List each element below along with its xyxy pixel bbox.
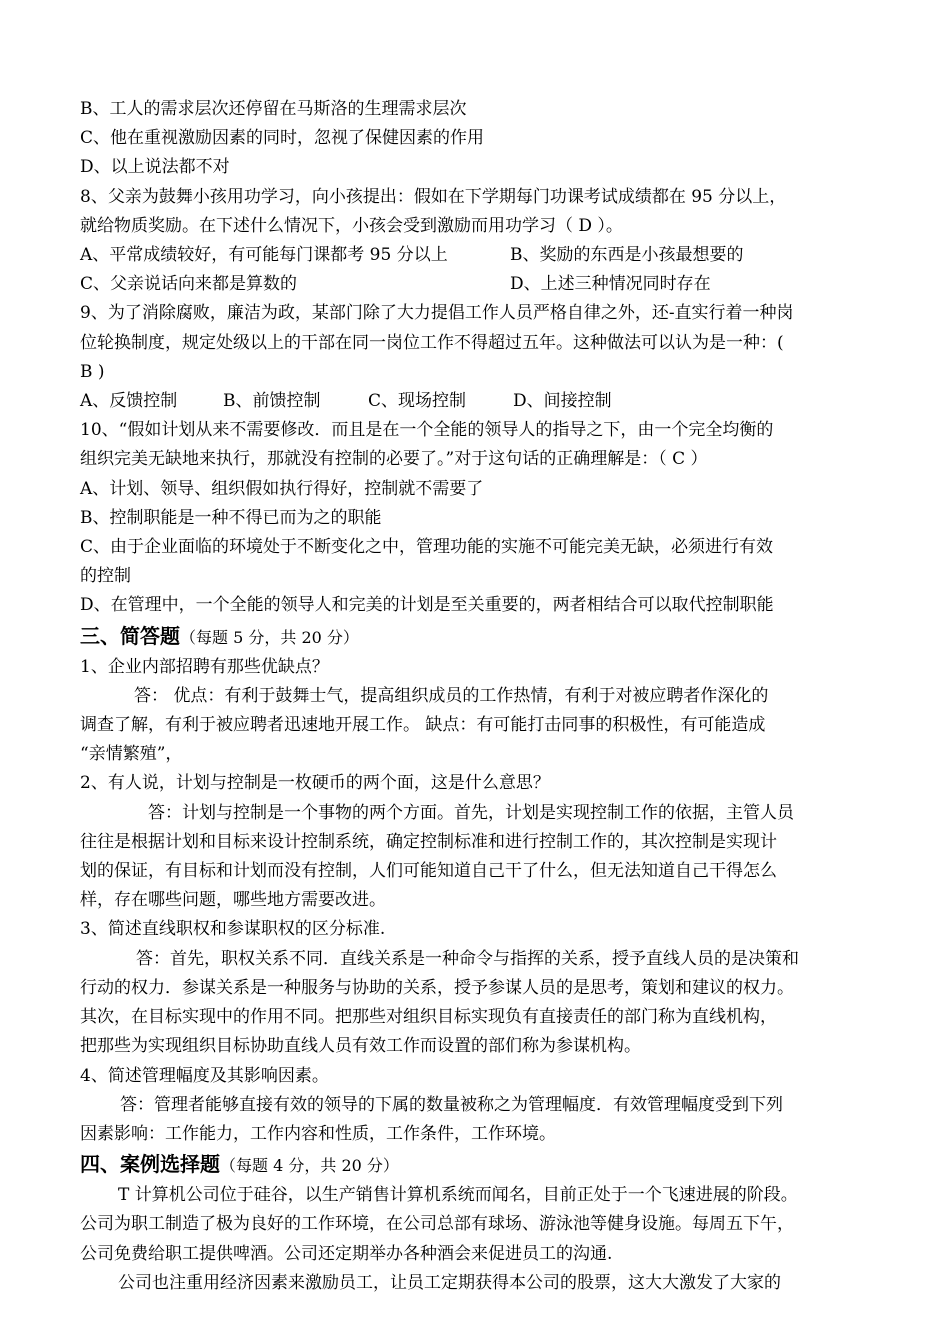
q8-stem-line-2: 就给物质奖励。在下述什么情况下，小孩会受到激励而用功学习（ D ）。 (80, 215, 623, 236)
s3-q2-answer-line-4: 样，存在哪些问题，哪些地方需要改进。 (80, 890, 386, 911)
q7-option-c: C、他在重视激励因素的同时，忽视了保健因素的作用 (80, 128, 485, 149)
s3-q3-answer-line-1: 答：首先，职权关系不同．直线关系是一种命令与指挥的关系，授予直线人员的是决策和 (136, 948, 799, 969)
q8-option-a: A、平常成绩较好，有可能每门课都考 95 分以上 (80, 245, 448, 266)
section-3-heading (80, 621, 880, 653)
s3-q2-question: 2、有人说，计划与控制是一枚硬币的两个面，这是什么意思？ (80, 773, 550, 794)
s3-q1-answer-line-1: 答： 优点：有利于鼓舞士气，提高组织成员的工作热情，有利于对被应聘者作深化的 (134, 685, 769, 706)
q9-stem-line-2: 位轮换制度，规定处级以上的干部在同一岗位工作不得超过五年。这种做法可以认为是一种：( (80, 332, 784, 353)
s4-para1-line-1: T 计算机公司位于硅谷，以生产销售计算机系统而闻名，目前正处于一个飞速进展的阶段。 (118, 1185, 798, 1206)
s3-q3-answer-line-4: 把那些为实现组织目标协助直线人员有效工作而设置的部们称为参谋机构。 (80, 1036, 641, 1057)
s3-q4-answer-line-1: 答：管理者能够直接有效的领导的下属的数量被称之为管理幅度．有效管理幅度受到下列 (120, 1094, 783, 1115)
s3-q4-answer-line-2: 因素影响：工作能力，工作内容和性质，工作条件，工作环境。 (80, 1123, 556, 1144)
q10-option-d: D、在管理中，一个全能的领导人和完美的计划是至关重要的，两者相结合可以取代控制职能 (80, 595, 774, 616)
q9-option-c: C、现场控制 (368, 391, 467, 412)
s4-para1-line-3: 公司免费给职工提供啤酒。公司还定期举办各种酒会来促进员工的沟通. (80, 1243, 613, 1264)
s3-q2-answer-line-3: 划的保证，有目标和计划而没有控制，人们可能知道自己干了什么，但无法知道自己干得怎么 (80, 861, 777, 882)
s3-q3-answer-line-2: 行动的权力．参谋关系是一种服务与协助的关系，授予参谋人员的是思考，策划和建议的权力。 (80, 977, 794, 998)
q8-stem-line-1: 8、父亲为鼓舞小孩用功学习，向小孩提出：假如在下学期每门功课考试成绩都在 95 分以上， (80, 186, 787, 207)
s3-q3-question: 3、简述直线职权和参谋职权的区分标准. (80, 919, 386, 940)
s3-q1-question: 1、企业内部招聘有那些优缺点？ (80, 656, 329, 677)
s3-q4-question: 4、简述管理幅度及其影响因素。 (80, 1065, 329, 1086)
document-page (80, 95, 880, 1298)
section-3-title: 三、简答题 (80, 623, 180, 648)
q8-option-b: B、奖励的东西是小孩最想要的 (510, 245, 744, 266)
q9-option-a: A、反馈控制 (80, 391, 178, 412)
s3-q3-answer-line-3: 其次，在目标实现中的作用不同。把那些对组织目标实现负有直接责任的部门称为直线机构， (80, 1007, 777, 1028)
q10-stem-line-1: 10、“假如计划从来不需要修改．而且是在一个全能的领导人的指导之下，由一个完全均衡的 (80, 420, 774, 441)
q9-answer: B ) (80, 361, 105, 382)
s3-q2-answer-line-1: 答：计划与控制是一个事物的两个方面。首先，计划是实现控制工作的依据，主管人员 (148, 802, 794, 823)
q8-options-row-1 (80, 241, 880, 270)
q9-options-row (80, 387, 880, 416)
section-4-title: 四、案例选择题 (80, 1152, 220, 1177)
q8-options-row-2 (80, 270, 880, 299)
s3-q1-answer-line-2: 调查了解，有利于被应聘者迅速地开展工作。 缺点：有可能打击同事的积极性，有可能造成 (80, 715, 766, 736)
q8-option-d: D、上述三种情况同时存在 (510, 274, 711, 295)
s3-q1-answer-line-3: “亲情繁殖”， (80, 744, 183, 765)
q7-option-b: B、工人的需求层次还停留在马斯洛的生理需求层次 (80, 99, 467, 119)
q9-option-b: B、前馈控制 (223, 391, 321, 412)
q9-stem-line-1: 9、为了消除腐败，廉洁为政，某部门除了大力提倡工作人员严格自律之外，还-直实行着一种岗 (80, 303, 794, 324)
q10-stem-line-2: 组织完美无缺地来执行，那就没有控制的必要了。”对于这句话的正确理解是：（ C ） (80, 449, 708, 470)
s3-q2-answer-line-2: 往往是根据计划和目标来设计控制系统，确定控制标准和进行控制工作的，其次控制是实现计 (80, 831, 777, 852)
q7-option-d: D、以上说法都不对 (80, 157, 230, 178)
section-3-note: （每题 5 分，共 20 分） (180, 627, 359, 647)
q10-option-a: A、计划、领导、组织假如执行得好，控制就不需要了 (80, 478, 484, 499)
q10-option-c-cont: 的控制 (80, 566, 131, 587)
s4-para2-line-1: 公司也注重用经济因素来激励员工，让员工定期获得本公司的股票，这大大激发了大家的 (118, 1272, 781, 1293)
section-4-heading (80, 1149, 880, 1181)
s4-para1-line-2: 公司为职工制造了极为良好的工作环境，在公司总部有球场、游泳池等健身设施。每周五下午， (80, 1214, 794, 1235)
q10-option-c: C、由于企业面临的环境处于不断变化之中，管理功能的实施不可能完美无缺，必须进行有效 (80, 537, 774, 558)
q9-option-d: D、间接控制 (513, 391, 612, 412)
q8-option-c: C、父亲说话向来都是算数的 (80, 274, 298, 295)
section-4-note: （每题 4 分，共 20 分） (220, 1156, 399, 1176)
q10-option-b: B、控制职能是一种不得已而为之的职能 (80, 507, 382, 528)
